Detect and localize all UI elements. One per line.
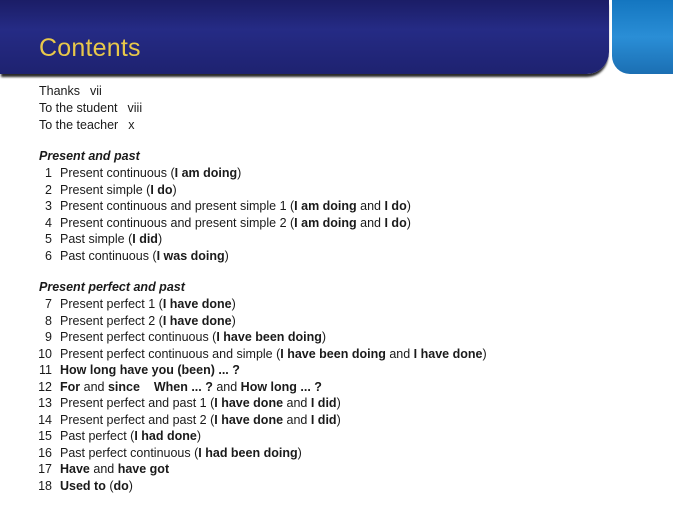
section-heading: Present perfect and past [39, 280, 185, 294]
unit-title-bold: do [113, 478, 129, 493]
unit-number: 9 [45, 330, 52, 344]
unit-title-text: Past simple ( [60, 232, 133, 246]
unit-title-text: ) [237, 166, 242, 180]
unit-entry[interactable] [30, 296, 487, 313]
unit-title-text: ) [157, 232, 163, 246]
unit-entry[interactable] [30, 231, 411, 248]
unit-entry[interactable] [30, 461, 487, 478]
unit-title-bold: since [107, 379, 140, 394]
unit-title-bold: I have done [413, 346, 483, 361]
unit-title-bold: I have done [214, 412, 284, 427]
unit-entry[interactable] [30, 329, 487, 346]
unit-title-text: and [356, 199, 385, 213]
unit-title-bold: Have [60, 462, 90, 476]
unit-entry[interactable] [30, 165, 411, 182]
header-accent-block [612, 0, 673, 74]
unit-title-text [140, 380, 154, 394]
unit-title-text: Present perfect and past 2 ( [60, 412, 215, 427]
unit-title-text: ) [406, 199, 411, 213]
unit-title-text: Present perfect and past 1 ( [60, 396, 215, 410]
unit-entry[interactable] [30, 248, 411, 265]
unit-title-text: ) [196, 429, 202, 443]
unit-title-text: and [89, 462, 118, 476]
unit-title-text: Present continuous ( [60, 166, 175, 180]
unit-number: 15 [38, 429, 52, 443]
unit-title-text: and [385, 346, 414, 361]
unit-entry[interactable] [30, 395, 487, 412]
unit-title-text: and [283, 412, 311, 427]
unit-title-bold: I do [384, 215, 407, 230]
unit-entry[interactable] [30, 313, 487, 330]
unit-entry[interactable] [30, 215, 411, 232]
unit-title-bold: I have done [162, 297, 232, 311]
unit-entry[interactable] [30, 445, 487, 462]
unit-number: 18 [38, 478, 52, 493]
unit-list [30, 165, 411, 264]
front-matter-item[interactable] [39, 83, 142, 100]
unit-entry[interactable] [30, 182, 411, 199]
front-matter-label: Thanks [39, 84, 80, 98]
unit-title-text: and [212, 379, 241, 394]
unit-title-bold: I did [310, 412, 337, 427]
unit-title-text: ) [224, 248, 229, 263]
unit-number: 7 [45, 297, 52, 311]
unit-title-text: Present perfect 2 ( [60, 313, 163, 328]
unit-number: 16 [38, 445, 52, 460]
unit-title-text: ) [231, 297, 236, 311]
unit-number: 3 [45, 199, 52, 213]
unit-title-text: ) [231, 313, 236, 328]
unit-entry[interactable] [30, 412, 487, 429]
unit-list [30, 296, 487, 494]
unit-title-text: ) [406, 215, 411, 230]
unit-title-text: Present perfect 1 ( [60, 297, 163, 311]
unit-title-bold: Used to [60, 478, 106, 493]
unit-entry[interactable] [30, 379, 487, 396]
unit-title-text: and [356, 215, 385, 230]
unit-number: 8 [45, 313, 52, 328]
unit-title-bold: I do [150, 182, 173, 197]
unit-title-text: ) [482, 346, 487, 361]
unit-title-text: Present continuous and present simple 2 ( [60, 215, 295, 230]
section-heading: Present and past [39, 149, 140, 163]
unit-entry[interactable] [30, 478, 487, 495]
unit-entry[interactable] [30, 346, 487, 363]
front-matter-item[interactable] [39, 117, 142, 134]
unit-title-bold: I have been doing [280, 346, 386, 361]
unit-title-text: Past continuous ( [60, 248, 157, 263]
unit-title-bold: I have done [162, 313, 232, 328]
unit-title-bold: I have done [214, 396, 284, 410]
unit-title-bold: How long ... ? [240, 379, 322, 394]
unit-number: 2 [45, 182, 52, 197]
unit-number: 12 [38, 379, 52, 394]
unit-number: 5 [45, 232, 52, 246]
unit-title-text: Present perfect continuous ( [60, 330, 217, 344]
unit-number: 14 [38, 412, 52, 427]
unit-title-bold: I have been doing [216, 330, 322, 344]
unit-title-bold: I am doing [174, 166, 238, 180]
unit-number: 13 [38, 396, 52, 410]
front-matter-label: To the student [39, 101, 118, 115]
unit-title-text: ) [336, 412, 341, 427]
unit-title-text: ) [336, 396, 341, 410]
unit-title-bold: I had been doing [198, 445, 298, 460]
front-matter-list [39, 83, 142, 134]
unit-title-text: Present continuous and present simple 1 ( [60, 199, 295, 213]
page-title: Contents [39, 34, 141, 62]
unit-title-text: ) [321, 330, 327, 344]
unit-title-text: Past perfect ( [60, 429, 135, 443]
unit-title-bold: When ... ? [153, 379, 213, 394]
unit-number: 6 [45, 248, 52, 263]
unit-title-text: ) [297, 445, 302, 460]
unit-title-text: Present simple ( [60, 182, 151, 197]
unit-number: 10 [38, 346, 52, 361]
unit-title-text: and [283, 396, 311, 410]
front-matter-label: To the teacher [39, 118, 119, 132]
front-matter-page: vii [90, 84, 102, 98]
unit-number: 4 [45, 215, 52, 230]
unit-title-bold: I did [132, 232, 158, 246]
unit-title-text: Past perfect continuous ( [60, 445, 199, 460]
unit-title-text: and [80, 379, 108, 394]
unit-title-bold: I do [384, 199, 407, 213]
unit-title-bold: I am doing [294, 215, 357, 230]
front-matter-page: x [128, 118, 135, 132]
front-matter-item[interactable] [39, 100, 142, 117]
unit-title-text: ) [128, 478, 133, 493]
unit-title-text: Present perfect continuous and simple ( [60, 346, 281, 361]
unit-title-bold: I am doing [294, 199, 357, 213]
front-matter-page: viii [127, 101, 143, 115]
unit-title-text: ) [172, 182, 177, 197]
unit-title-bold: How long have you (been) ... ? [60, 363, 240, 377]
unit-title-bold: For [60, 379, 81, 394]
unit-number: 17 [38, 462, 52, 476]
unit-entry[interactable] [30, 362, 487, 379]
unit-entry[interactable] [30, 428, 487, 445]
unit-title-bold: I did [310, 396, 337, 410]
unit-number: 11 [39, 363, 52, 377]
unit-number: 1 [45, 166, 52, 180]
unit-title-text: ( [105, 478, 114, 493]
unit-title-bold: I had done [134, 429, 197, 443]
unit-title-bold: I was doing [156, 248, 225, 263]
unit-entry[interactable] [30, 198, 411, 215]
unit-title-bold: have got [117, 462, 170, 476]
